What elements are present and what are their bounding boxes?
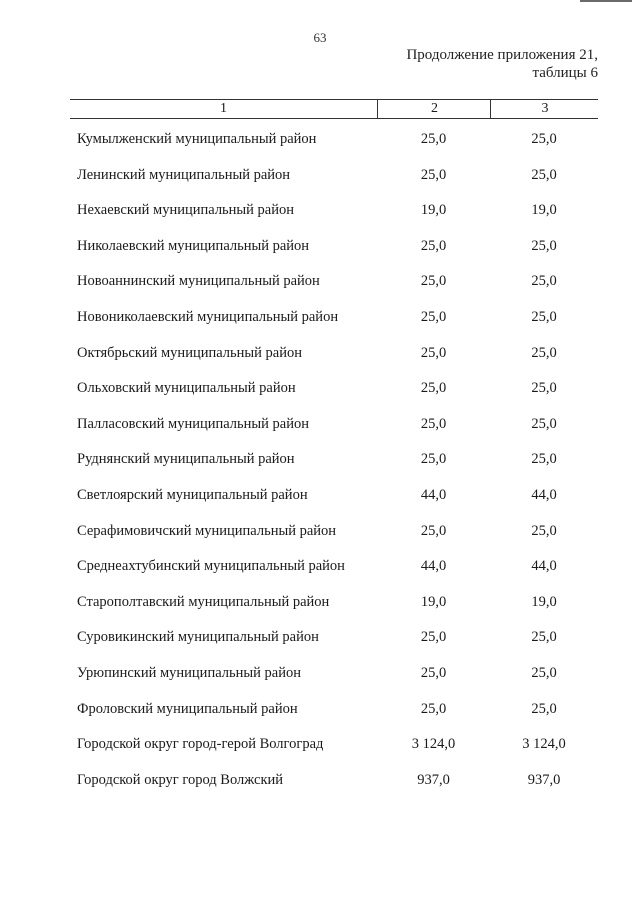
table-header [70, 99, 598, 119]
value-column-3: 937,0 [527, 771, 561, 788]
district-name: Нехаевский муниципальный район [77, 202, 295, 219]
value-column-3: 19,0 [531, 593, 557, 610]
table-row [0, 762, 640, 798]
value-column-2: 25,0 [420, 664, 447, 681]
column-header-2: 2 [377, 100, 491, 118]
district-name: Кумылженский муниципальный район [77, 131, 317, 147]
value-column-2: 937,0 [417, 771, 450, 788]
continuation-line-2: таблицы 6 [532, 65, 598, 81]
district-name: Среднеахтубинский муниципальный район [77, 558, 345, 575]
value-column-2: 25,0 [420, 522, 447, 539]
table-row [0, 228, 640, 264]
value-column-3: 3 124,0 [522, 736, 566, 753]
value-column-2: 25,0 [420, 131, 447, 147]
table-row [0, 263, 640, 299]
continuation-line-1: Продолжение приложения 21, [406, 47, 598, 63]
table-row [0, 370, 640, 406]
table-row [0, 691, 640, 727]
value-column-2: 19,0 [420, 202, 447, 219]
value-column-3: 25,0 [531, 166, 557, 183]
table-row [0, 548, 640, 584]
table-row [0, 192, 640, 228]
table-row [0, 655, 640, 691]
table-body [0, 121, 640, 797]
district-name: Серафимовичский муниципальный район [77, 522, 337, 539]
table-row [0, 441, 640, 477]
table-row [0, 619, 640, 655]
value-column-3: 25,0 [531, 344, 557, 361]
table-row [0, 335, 640, 371]
value-column-2: 25,0 [420, 700, 447, 717]
value-column-3: 25,0 [531, 700, 557, 717]
table-row [0, 513, 640, 549]
value-column-3: 25,0 [531, 629, 557, 646]
value-column-3: 25,0 [531, 273, 557, 290]
district-name: Городской округ город-герой Волгоград [77, 736, 324, 753]
value-column-3: 25,0 [531, 664, 557, 681]
value-column-3: 25,0 [531, 522, 557, 539]
district-name: Урюпинский муниципальный район [77, 664, 301, 681]
value-column-3: 44,0 [531, 558, 557, 575]
value-column-3: 25,0 [531, 131, 557, 147]
district-name: Николаевский муниципальный район [77, 237, 310, 254]
value-column-2: 25,0 [420, 629, 447, 646]
table-row [0, 299, 640, 335]
continuation-note [406, 46, 598, 82]
value-column-2: 25,0 [420, 344, 447, 361]
column-header-1: 1 [220, 101, 227, 116]
value-column-2: 44,0 [420, 486, 447, 503]
district-name: Городской округ город Волжский [77, 771, 284, 788]
page-number: 63 [313, 30, 327, 45]
value-column-3: 25,0 [531, 308, 557, 325]
table-row [0, 157, 640, 193]
value-column-3: 25,0 [531, 380, 557, 397]
district-name: Новоаннинский муниципальный район [77, 273, 320, 290]
district-name: Суровикинский муниципальный район [77, 629, 319, 646]
value-column-2: 25,0 [420, 273, 447, 290]
value-column-2: 44,0 [420, 558, 447, 575]
table-row [0, 584, 640, 620]
district-name: Руднянский муниципальный район [77, 451, 295, 468]
scan-edge-mark [580, 0, 632, 2]
value-column-3: 19,0 [531, 202, 557, 219]
district-name: Ленинский муниципальный район [77, 166, 291, 183]
value-column-2: 25,0 [420, 380, 447, 397]
value-column-3: 44,0 [531, 486, 557, 503]
table-row [0, 726, 640, 762]
table-row [0, 406, 640, 442]
column-header-3: 3 [490, 100, 599, 118]
district-name: Октябрьский муниципальный район [77, 344, 302, 361]
value-column-2: 25,0 [420, 451, 447, 468]
value-column-3: 25,0 [531, 451, 557, 468]
table-row [0, 121, 640, 157]
value-column-2: 19,0 [420, 593, 447, 610]
district-name: Фроловский муниципальный район [77, 700, 298, 717]
value-column-2: 25,0 [420, 308, 447, 325]
district-name: Старополтавский муниципальный район [77, 593, 330, 610]
district-name: Светлоярский муниципальный район [77, 486, 308, 503]
district-name: Ольховский муниципальный район [77, 380, 296, 397]
district-name: Новониколаевский муниципальный район [77, 308, 339, 325]
value-column-2: 25,0 [420, 237, 447, 254]
value-column-2: 25,0 [420, 166, 447, 183]
value-column-2: 3 124,0 [411, 736, 456, 753]
value-column-2: 25,0 [420, 415, 447, 432]
value-column-3: 25,0 [531, 237, 557, 254]
table-row [0, 477, 640, 513]
value-column-3: 25,0 [531, 415, 557, 432]
district-name: Палласовский муниципальный район [77, 415, 309, 432]
